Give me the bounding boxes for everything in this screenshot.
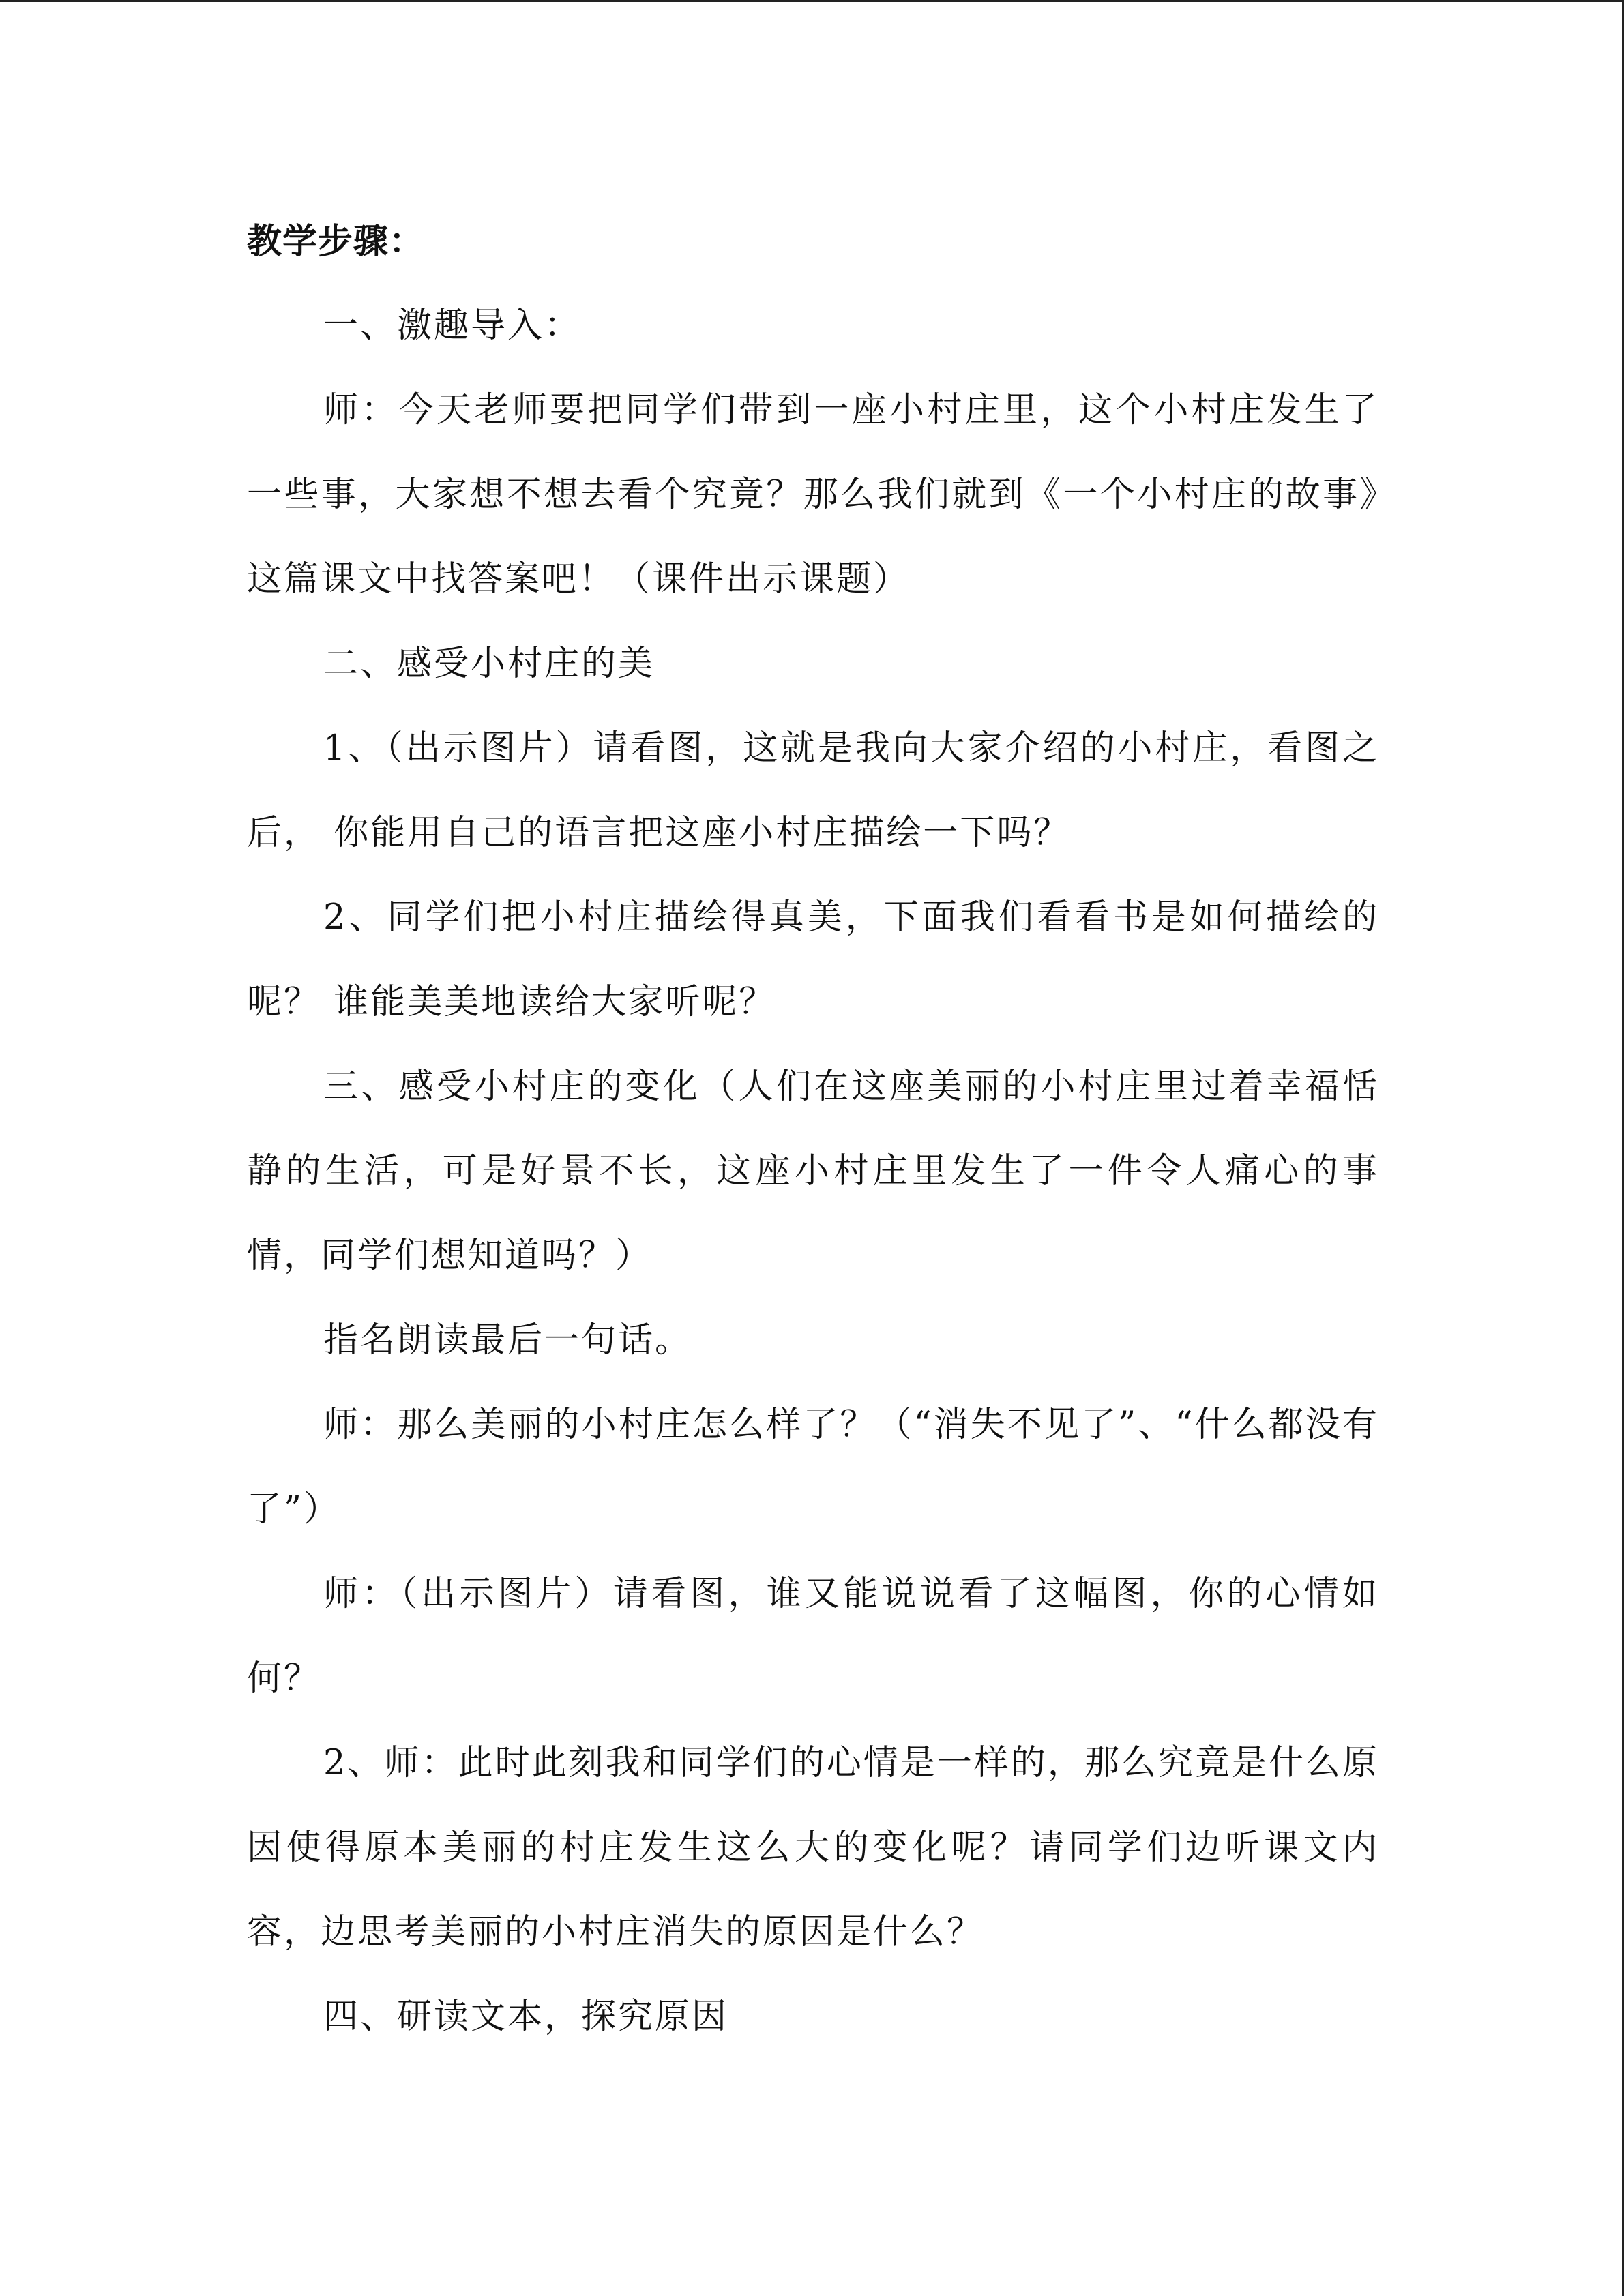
- paragraph-intro-title: 一、激趣导入：: [323, 305, 582, 346]
- page-border-top: [0, 0, 1624, 2]
- paragraph-teacher-intro: 师：今天老师要把同学们带到一座小村庄里，这个小村庄发生了一些事，大家想不想去看个究竟？那么我们就到《一个小村庄的故事》这篇课文中找答案吧！（课件出示课题）: [247, 390, 1379, 599]
- paragraph-teacher-question: 师：那么美丽的小村庄怎么样了？（“消失不见了”、“什么都没有了”）: [247, 1405, 1379, 1530]
- paragraph-picture-question: 师：（出示图片）请看图，谁又能说说看了这幅图，你的心情如何？: [247, 1574, 1379, 1699]
- paragraph-beauty-title: 二、感受小村庄的美: [323, 644, 655, 684]
- paragraph-study-title: 四、研读文本，探究原因: [323, 1997, 729, 2037]
- paragraph-step-1: 1、（出示图片）请看图，这就是我向大家介绍的小村庄，看图之后， 你能用自己的语言把这座小村庄描绘一下吗？: [247, 728, 1379, 853]
- document-body: [247, 199, 1379, 2059]
- paragraph-read-aloud: 指名朗读最后一句话。: [323, 1320, 692, 1360]
- paragraph-reason-question: 2、师：此时此刻我和同学们的心情是一样的，那么究竟是什么原因使得原本美丽的村庄发生这么大的变化呢？请同学们边听课文内容，边思考美丽的小村庄消失的原因是什么？: [247, 1743, 1379, 1952]
- paragraph-step-2: 2、同学们把小村庄描绘得真美，下面我们看看书是如何描绘的呢？ 谁能美美地读给大家听呢？: [247, 897, 1379, 1022]
- section-heading: 教学步骤：: [247, 221, 425, 262]
- paragraph-change-title: 三、感受小村庄的变化（人们在这座美丽的小村庄里过着幸福恬静的生活，可是好景不长，这座小村庄里发生了一件令人痛心的事情，同学们想知道吗？）: [247, 1067, 1379, 1276]
